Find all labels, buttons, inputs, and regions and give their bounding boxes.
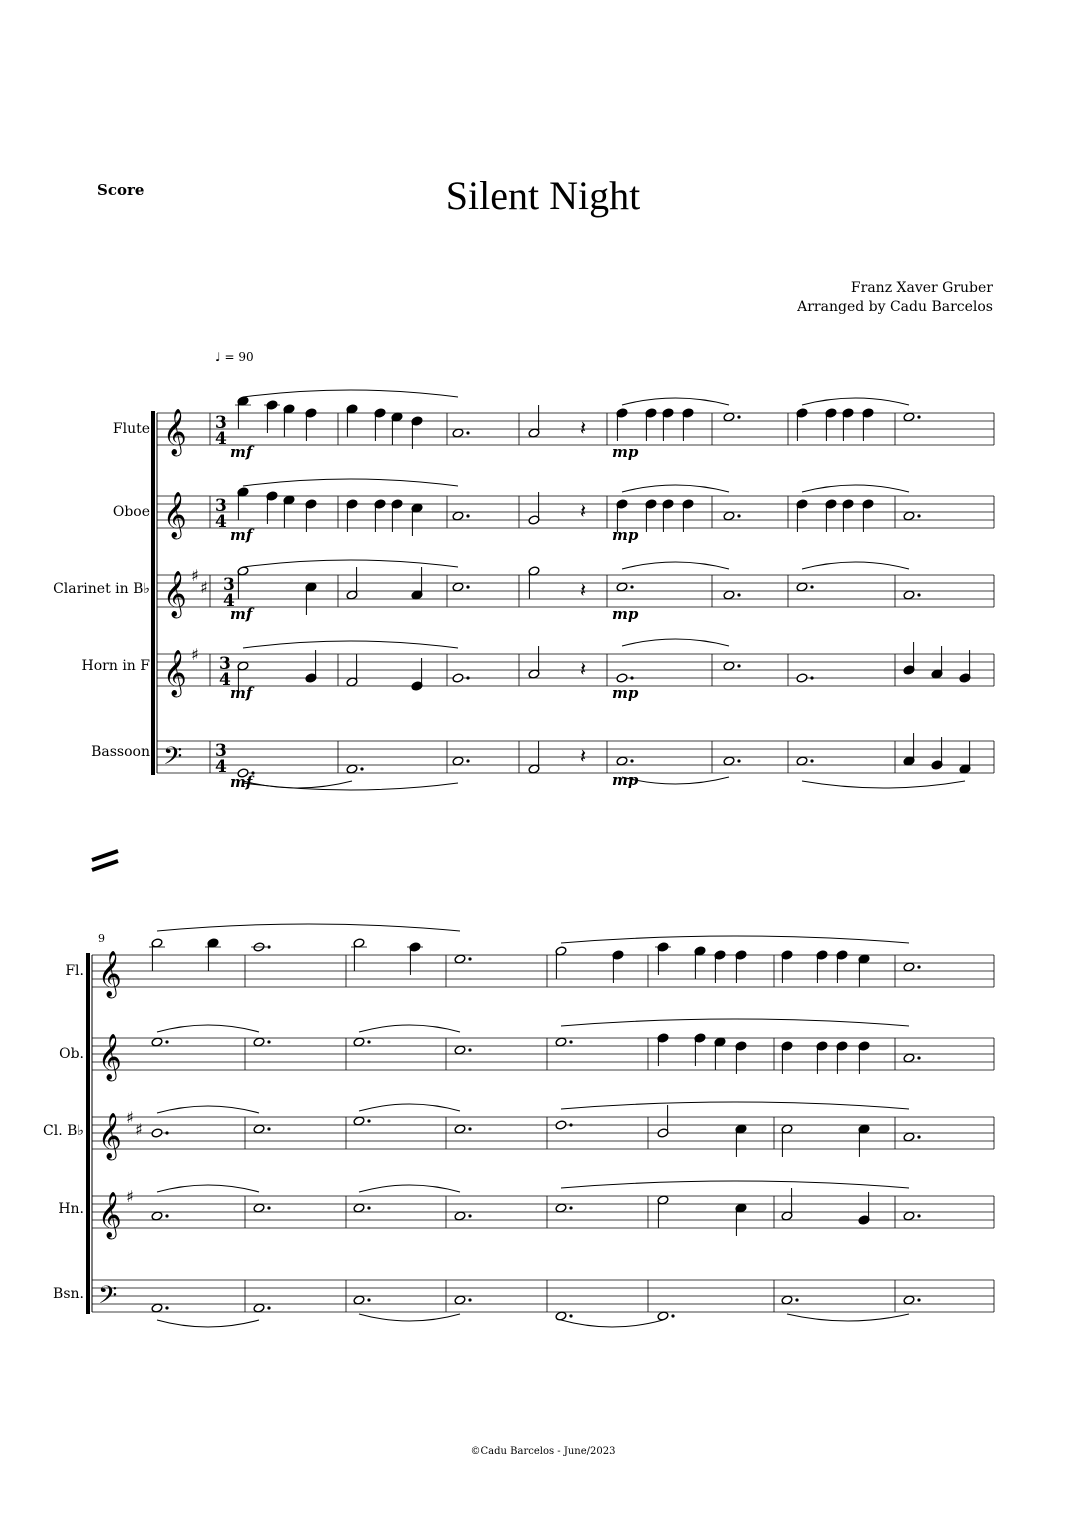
slur xyxy=(359,1025,460,1032)
augmentation-dot xyxy=(165,1214,168,1217)
note-head xyxy=(903,1132,915,1142)
dynamic-mf: mf xyxy=(230,684,253,702)
slur xyxy=(561,1181,909,1188)
note-head xyxy=(353,1203,365,1213)
slur xyxy=(157,1025,259,1032)
augmentation-dot xyxy=(466,514,469,517)
instrument-label-clarinet: Clarinet in B♭ xyxy=(53,581,150,597)
instrument-label-flute-short: Fl. xyxy=(65,963,84,979)
quarter-note-icon: ♩ xyxy=(215,350,221,364)
augmentation-dot xyxy=(466,759,469,762)
note-head xyxy=(723,412,735,422)
augmentation-dot xyxy=(267,945,270,948)
treble-clef-icon: 𝄞 xyxy=(163,650,187,696)
augmentation-dot xyxy=(267,1206,270,1209)
augmentation-dot xyxy=(810,585,813,588)
time-signature-bottom: 4 xyxy=(219,670,231,690)
augmentation-dot xyxy=(367,1206,370,1209)
augmentation-dot xyxy=(165,1306,168,1309)
augmentation-dot xyxy=(737,514,740,517)
dynamic-mp: mp xyxy=(612,771,639,789)
augmentation-dot xyxy=(917,593,920,596)
augmentation-dot xyxy=(671,1314,674,1317)
slur xyxy=(802,781,965,788)
augmentation-dot xyxy=(917,415,920,418)
note-head xyxy=(452,511,464,521)
time-signature-top: 3 xyxy=(215,496,227,516)
note-head xyxy=(452,673,464,683)
sharp-icon: ♯ xyxy=(200,578,208,597)
time-signature-top: 3 xyxy=(219,654,231,674)
augmentation-dot xyxy=(468,1214,471,1217)
augmentation-dot xyxy=(165,1131,168,1134)
note-head xyxy=(723,590,735,600)
slur xyxy=(157,1106,259,1113)
quarter-rest-icon: 𝄽 xyxy=(580,578,587,602)
note-head xyxy=(796,673,808,683)
note-head xyxy=(151,1211,163,1221)
time-signature-bottom: 4 xyxy=(215,512,227,532)
slur xyxy=(561,936,909,943)
augmentation-dot xyxy=(367,1119,370,1122)
instrument-label-oboe-short: Ob. xyxy=(59,1046,84,1062)
instrument-label-oboe: Oboe xyxy=(112,504,150,520)
note-head xyxy=(452,582,464,592)
augmentation-dot xyxy=(569,1314,572,1317)
augmentation-dot xyxy=(466,676,469,679)
note-head xyxy=(452,428,464,438)
treble-clef-icon: 𝄞 xyxy=(98,951,122,997)
dynamic-mf: mf xyxy=(230,605,253,623)
note-head xyxy=(723,756,735,766)
augmentation-dot xyxy=(367,1298,370,1301)
system-1 xyxy=(153,390,994,791)
note-head xyxy=(151,1037,163,1047)
note-head xyxy=(616,582,628,592)
note-head xyxy=(903,1295,915,1305)
augmentation-dot xyxy=(468,1048,471,1051)
slur xyxy=(802,398,909,405)
slur xyxy=(622,485,729,492)
note-head xyxy=(353,1116,365,1126)
time-signature-top: 3 xyxy=(215,741,227,761)
system-2 xyxy=(88,924,994,1327)
note-head xyxy=(903,1211,915,1221)
dynamic-mf: mf xyxy=(230,443,253,461)
slur xyxy=(359,1314,460,1321)
instrument-label-horn-short: Hn. xyxy=(58,1201,84,1217)
augmentation-dot xyxy=(917,965,920,968)
treble-clef-icon: 𝄞 xyxy=(163,492,187,538)
note-head xyxy=(353,1295,365,1305)
note-head xyxy=(555,1037,567,1047)
note-head xyxy=(151,1128,163,1138)
treble-clef-icon: 𝄞 xyxy=(98,1192,122,1238)
bass-clef-icon: 𝄢 xyxy=(163,742,183,777)
augmentation-dot xyxy=(917,514,920,517)
note-head xyxy=(555,1120,567,1130)
note-head xyxy=(253,1203,265,1213)
augmentation-dot xyxy=(267,1127,270,1130)
slur xyxy=(243,560,458,567)
dynamic-mp: mp xyxy=(612,684,639,702)
augmentation-dot xyxy=(267,1040,270,1043)
augmentation-dot xyxy=(917,1056,920,1059)
augmentation-dot xyxy=(466,585,469,588)
time-signature-bottom: 4 xyxy=(223,591,235,611)
note-head xyxy=(781,1295,793,1305)
augmentation-dot xyxy=(468,1127,471,1130)
time-signature-top: 3 xyxy=(223,575,235,595)
augmentation-dot xyxy=(795,1298,798,1301)
note-head xyxy=(454,1211,466,1221)
slur xyxy=(622,562,729,569)
slur xyxy=(243,641,458,648)
slur xyxy=(157,924,460,931)
note-head xyxy=(253,1303,265,1313)
slur xyxy=(157,1320,259,1327)
sharp-icon: ♯ xyxy=(126,1108,134,1127)
note-head xyxy=(454,1124,466,1134)
augmentation-dot xyxy=(737,593,740,596)
slur xyxy=(802,562,909,569)
instrument-label-clarinet-short: Cl. B♭ xyxy=(43,1123,84,1139)
note-head xyxy=(616,756,628,766)
sharp-icon: ♯ xyxy=(135,1120,143,1139)
dynamic-mf: mf xyxy=(230,526,253,544)
treble-clef-icon: 𝄞 xyxy=(163,409,187,455)
dynamic-mp: mp xyxy=(612,605,639,623)
note-head xyxy=(454,954,466,964)
note-head xyxy=(903,511,915,521)
quarter-rest-icon: 𝄽 xyxy=(580,657,587,681)
sharp-icon: ♯ xyxy=(191,566,199,585)
note-head xyxy=(903,590,915,600)
note-head xyxy=(903,412,915,422)
augmentation-dot xyxy=(569,1206,572,1209)
note-head xyxy=(253,1037,265,1047)
augmentation-dot xyxy=(466,431,469,434)
augmentation-dot xyxy=(737,664,740,667)
augmentation-dot xyxy=(737,759,740,762)
augmentation-dot xyxy=(917,1214,920,1217)
note-head xyxy=(657,1311,669,1321)
slur xyxy=(243,783,458,790)
note-head xyxy=(616,673,628,683)
note-head xyxy=(723,661,735,671)
note-head xyxy=(454,1295,466,1305)
augmentation-dot xyxy=(367,1040,370,1043)
note-head xyxy=(903,962,915,972)
sharp-icon: ♯ xyxy=(191,645,199,664)
note-head xyxy=(346,764,358,774)
augmentation-dot xyxy=(917,1298,920,1301)
time-signature-bottom: 4 xyxy=(215,757,227,777)
augmentation-dot xyxy=(630,676,633,679)
page-title: Silent Night xyxy=(445,173,641,218)
treble-clef-icon: 𝄞 xyxy=(98,1113,122,1159)
augmentation-dot xyxy=(810,676,813,679)
slur xyxy=(561,1019,909,1026)
treble-clef-icon: 𝄞 xyxy=(163,571,187,617)
slur xyxy=(561,1320,663,1327)
slur xyxy=(359,1185,460,1192)
augmentation-dot xyxy=(360,767,363,770)
note-head xyxy=(454,1045,466,1055)
sharp-icon: ♯ xyxy=(126,1187,134,1206)
quarter-rest-icon: 𝄽 xyxy=(580,416,587,440)
quarter-rest-icon: 𝄽 xyxy=(580,499,587,523)
arranger: Arranged by Cadu Barcelos xyxy=(797,299,993,315)
bass-clef-icon: 𝄢 xyxy=(98,1281,118,1316)
note-head xyxy=(796,582,808,592)
dynamic-mp: mp xyxy=(612,526,639,544)
note-head xyxy=(353,1037,365,1047)
slur xyxy=(243,390,458,397)
augmentation-dot xyxy=(630,585,633,588)
note-head xyxy=(253,1124,265,1134)
slur xyxy=(622,639,729,646)
time-signature-top: 3 xyxy=(215,413,227,433)
note-head xyxy=(452,756,464,766)
instrument-label-flute: Flute xyxy=(112,421,150,437)
dynamic-mp: mp xyxy=(612,443,639,461)
note-head xyxy=(796,756,808,766)
instrument-label-horn: Horn in F xyxy=(81,658,150,674)
measure-number: 9 xyxy=(98,932,105,945)
augmentation-dot xyxy=(630,759,633,762)
augmentation-dot xyxy=(468,957,471,960)
instrument-label-bassoon: Bassoon xyxy=(91,744,150,760)
treble-clef-icon: 𝄞 xyxy=(98,1034,122,1080)
score-label: Score xyxy=(97,181,145,199)
augmentation-dot xyxy=(569,1040,572,1043)
augmentation-dot xyxy=(165,1040,168,1043)
note-head xyxy=(555,1311,567,1321)
augmentation-dot xyxy=(810,759,813,762)
slur xyxy=(359,1104,460,1111)
copyright-footer: ©Cadu Barcelos - June/2023 xyxy=(470,1446,616,1457)
dynamic-mf: mf xyxy=(230,773,253,791)
slur xyxy=(561,1102,909,1109)
note-head xyxy=(723,511,735,521)
augmentation-dot xyxy=(569,1123,572,1126)
slur xyxy=(802,485,909,492)
slur xyxy=(243,479,458,486)
augmentation-dot xyxy=(468,1298,471,1301)
note-head xyxy=(555,1203,567,1213)
augmentation-dot xyxy=(917,1135,920,1138)
note-head xyxy=(151,1303,163,1313)
slur xyxy=(787,1314,909,1321)
quarter-rest-icon: 𝄽 xyxy=(580,744,587,768)
augmentation-dot xyxy=(737,415,740,418)
augmentation-dot xyxy=(267,1306,270,1309)
slur xyxy=(622,398,729,405)
instrument-label-bassoon-short: Bsn. xyxy=(53,1286,84,1302)
composer: Franz Xaver Gruber xyxy=(850,280,993,296)
time-signature-bottom: 4 xyxy=(215,429,227,449)
note-head xyxy=(903,1053,915,1063)
tempo-value: = 90 xyxy=(224,350,254,364)
system-separator-icon xyxy=(92,851,118,870)
slur xyxy=(157,1185,259,1192)
